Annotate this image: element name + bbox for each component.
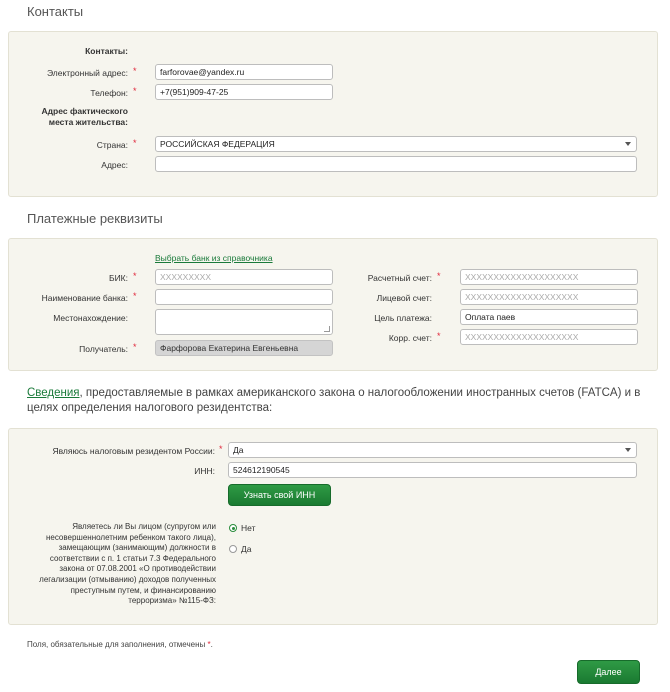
required-star: * bbox=[207, 640, 211, 649]
fatca-info-link[interactable]: Сведения bbox=[27, 387, 80, 399]
required-star: * bbox=[133, 271, 137, 281]
required-star: * bbox=[219, 444, 223, 454]
payment-purpose-field[interactable]: Оплата паев bbox=[460, 309, 638, 325]
required-star: * bbox=[437, 271, 441, 281]
required-star: * bbox=[133, 291, 137, 301]
required-note-end: . bbox=[210, 640, 213, 649]
recipient-label: Получатель: bbox=[79, 344, 128, 354]
payment-purpose-label: Цель платежа: bbox=[374, 313, 432, 323]
location-label: Местонахождение: bbox=[53, 313, 128, 323]
recipient-field: Фарфорова Екатерина Евгеньевна bbox=[155, 340, 333, 356]
contacts-header: Контакты: bbox=[85, 46, 128, 56]
required-star: * bbox=[133, 138, 137, 148]
payment-section-title: Платежные реквизиты bbox=[27, 211, 163, 226]
country-select[interactable] bbox=[155, 136, 637, 152]
phone-label: Телефон: bbox=[90, 88, 128, 98]
personal-account-label: Лицевой счет: bbox=[376, 293, 432, 303]
fatca-intro bbox=[27, 386, 657, 416]
address-field[interactable] bbox=[155, 156, 637, 172]
email-label: Электронный адрес: bbox=[46, 68, 128, 78]
required-star: * bbox=[437, 331, 441, 341]
bank-name-field[interactable] bbox=[155, 289, 333, 305]
tax-resident-select[interactable] bbox=[228, 442, 637, 458]
country-label: Страна: bbox=[96, 140, 128, 150]
corr-account-field[interactable]: XXXXXXXXXXXXXXXXXXXX bbox=[460, 329, 638, 345]
choose-bank-link[interactable]: Выбрать банк из справочника bbox=[155, 253, 273, 263]
inn-label: ИНН: bbox=[194, 466, 215, 476]
location-field[interactable] bbox=[155, 309, 333, 335]
inn-field[interactable]: 524612190545 bbox=[228, 462, 637, 478]
official-no-label[interactable]: Нет bbox=[241, 523, 256, 533]
required-star: * bbox=[133, 342, 137, 352]
required-note-text: Поля, обязательные для заполнения, отмечены bbox=[27, 640, 206, 649]
official-question-label: Являетесь ли Вы лицом (супругом или несовершеннолетним ребенком такого лица), замещающим (занимающим) должности в соответствии с п. 1 статьи 7.3 Федерального закона от 07.08.2001 «О противодействии легализации (отмыванию) доходов полученных преступным путем, и финансированию терроризма» №115-ФЗ: bbox=[39, 522, 216, 606]
chevron-down-icon bbox=[625, 142, 631, 146]
address-header: Адрес фактического места жительства: bbox=[41, 106, 128, 127]
chevron-down-icon bbox=[625, 448, 631, 452]
tax-resident-value: Да bbox=[233, 445, 244, 455]
personal-account-field[interactable]: XXXXXXXXXXXXXXXXXXXX bbox=[460, 289, 638, 305]
contacts-section-title: Контакты bbox=[27, 4, 84, 19]
find-inn-button[interactable]: Узнать свой ИНН bbox=[228, 484, 331, 506]
corr-account-label: Корр. счет: bbox=[388, 333, 432, 343]
required-star: * bbox=[133, 66, 137, 76]
settlement-account-label: Расчетный счет: bbox=[367, 273, 432, 283]
official-yes-label[interactable]: Да bbox=[241, 544, 252, 554]
address-label: Адрес: bbox=[101, 160, 128, 170]
email-field[interactable]: farforovae@yandex.ru bbox=[155, 64, 333, 80]
required-star: * bbox=[133, 86, 137, 96]
country-value: РОССИЙСКАЯ ФЕДЕРАЦИЯ bbox=[160, 139, 275, 149]
official-yes-radio[interactable] bbox=[229, 545, 237, 553]
bik-field[interactable]: XXXXXXXXX bbox=[155, 269, 333, 285]
next-button[interactable]: Далее bbox=[577, 660, 640, 684]
settlement-account-field[interactable]: XXXXXXXXXXXXXXXXXXXX bbox=[460, 269, 638, 285]
tax-resident-label: Являюсь налоговым резидентом России: bbox=[52, 446, 215, 456]
resize-handle-icon[interactable] bbox=[324, 326, 330, 332]
bank-name-label: Наименование банка: bbox=[41, 293, 128, 303]
official-no-radio[interactable] bbox=[229, 524, 237, 532]
bik-label: БИК: bbox=[108, 273, 128, 283]
fatca-intro-text: , предоставляемые в рамках американского закона о налогообложении иностранных счетов (FATCA) и в целях определения налогового резидентства: bbox=[27, 387, 641, 414]
phone-field[interactable]: +7(951)909-47-25 bbox=[155, 84, 333, 100]
required-fields-note bbox=[27, 640, 213, 649]
